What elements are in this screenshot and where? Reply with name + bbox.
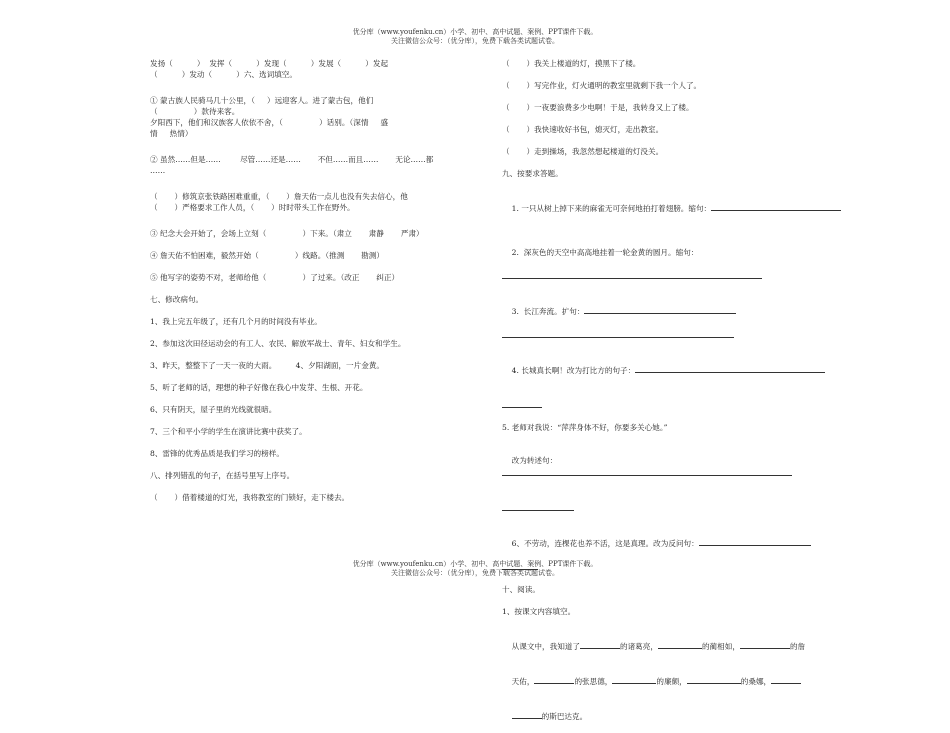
sentence-fix-5: 5、听了老师的话，理想的种子好像在我心中发芽、生根、开花。 bbox=[150, 383, 368, 392]
choice-2-line-2: …… bbox=[150, 166, 166, 175]
task-2 bbox=[502, 236, 847, 269]
watermark-line-1: 优分库（www.youfenku.cn）小学、初中、高中试题、案例、PPT课件下载。 bbox=[352, 28, 598, 36]
task-4-blank-line bbox=[502, 398, 847, 411]
answer-blank[interactable] bbox=[635, 363, 825, 373]
right-column bbox=[502, 58, 847, 733]
answer-blank[interactable] bbox=[771, 674, 801, 684]
choice-1-line-3: 夕阳西下，他们和汉族客人依依不舍，（ ）话别。（深情 盛 bbox=[150, 118, 389, 127]
task-1 bbox=[502, 190, 847, 225]
choice-1-line-1: ① 蒙古族人民骑马几十公里，（ ）远迎客人。进了蒙古包，他们 bbox=[150, 96, 374, 105]
fill-text: 的张思德， bbox=[574, 677, 613, 686]
section-9-heading: 九、按要求答题。 bbox=[502, 169, 563, 178]
answer-blank[interactable] bbox=[502, 398, 542, 408]
answer-blank[interactable] bbox=[740, 639, 790, 649]
answer-blank[interactable] bbox=[502, 269, 762, 279]
fill-text: 从课文中，我知道了 bbox=[511, 642, 580, 651]
footer-watermark bbox=[0, 560, 950, 578]
section-8-heading: 八、排列错乱的句子，在括号里写上序号。 bbox=[150, 471, 295, 480]
fill-text: 的蔺相如， bbox=[701, 642, 740, 651]
left-column bbox=[150, 58, 490, 514]
choice-3: ③ 纪念大会开始了，会场上立刻（ ）下来。（肃立 肃静 严肃） bbox=[150, 229, 424, 238]
choice-2-line-1: ② 虽然……但是…… 尽管……还是…… 不但……而且…… 无论……都 bbox=[150, 155, 434, 164]
answer-blank[interactable] bbox=[612, 674, 656, 684]
sentence-fix-1: 1、我上完五年级了，还有几个月的时间没有毕业。 bbox=[150, 317, 322, 326]
order-item-5: （ ）我快速收好书包，熄灭灯，走出教室。 bbox=[502, 125, 664, 134]
watermark-line-2: 关注微信公众号：（优分库），免费下载各类试题试卷。 bbox=[391, 37, 559, 45]
task-2-text: 2. 深灰色的天空中高高地挂着一轮金黄的圆月。缩句： bbox=[511, 248, 699, 257]
fill-text: 的桑娜， bbox=[740, 677, 772, 686]
order-item-2: （ ）我关上楼道的灯，摸黑下了楼。 bbox=[502, 59, 641, 68]
task-5-blank-line bbox=[502, 501, 847, 514]
section-10-heading: 十、阅读。 bbox=[502, 585, 540, 594]
answer-blank[interactable] bbox=[687, 674, 741, 684]
answer-blank[interactable] bbox=[584, 304, 736, 314]
fill-text: 的诸葛亮， bbox=[620, 642, 658, 651]
answer-blank[interactable] bbox=[699, 536, 811, 546]
sentence-fix-7: 7、三个和平小学的学生在演讲比赛中获奖了。 bbox=[150, 427, 307, 436]
answer-blank[interactable] bbox=[502, 466, 792, 476]
fill-line-3 bbox=[502, 698, 847, 733]
task-2-blank-line bbox=[502, 269, 847, 282]
order-item-3: （ ）写完作业，灯火通明的教室里就剩下我一个人了。 bbox=[502, 81, 702, 90]
task-3 bbox=[502, 293, 847, 328]
fill-text: 的詹 bbox=[789, 642, 806, 651]
answer-blank[interactable] bbox=[512, 709, 542, 719]
task-3-text: 3. 长江奔流。扩句： bbox=[511, 307, 585, 316]
word-pair-line-1: 发扬（ ） 发挥（ ）发现（ ）发展（ ）发起 bbox=[150, 59, 389, 68]
section-7-heading: 七、修改病句。 bbox=[150, 295, 204, 304]
answer-blank[interactable] bbox=[502, 501, 574, 511]
task-5-reported bbox=[502, 444, 847, 490]
word-pair-line-2: （ ）发动（ ）六、选词填空。 bbox=[150, 70, 297, 79]
fill-text: 的斯巴达克。 bbox=[541, 712, 588, 721]
task-4-text: 4. 长城真长啊！改为打比方的句子： bbox=[511, 366, 636, 375]
watermark-line-1: 优分库（www.youfenku.cn）小学、初中、高中试题、案例、PPT课件下载。 bbox=[352, 560, 598, 568]
choice-2-line-3: （ ）修筑京张铁路困难重重，（ ）詹天佑一点儿也没有失去信心，他 bbox=[150, 192, 408, 201]
task-1-text: 1. 一只从树上掉下来的麻雀无可奈何地拍打着翅膀。缩句： bbox=[511, 204, 712, 213]
fill-line-1 bbox=[502, 628, 847, 663]
answer-blank[interactable] bbox=[580, 639, 620, 649]
order-item-6: （ ）走到操场，我忽然想起楼道的灯没关。 bbox=[502, 147, 664, 156]
reading-task-1: 1、按课文内容填空。 bbox=[502, 607, 576, 616]
task-6 bbox=[502, 525, 847, 560]
task-3-blank-line bbox=[502, 328, 847, 341]
sentence-fix-8: 8、雷锋的优秀品质是我们学习的榜样。 bbox=[150, 449, 284, 458]
watermark-line-2: 关注微信公众号：（优分库），免费下载各类试题试卷。 bbox=[391, 569, 559, 577]
order-item-1: （ ）借着楼道的灯光，我将教室的门锁好，走下楼去。 bbox=[150, 493, 350, 502]
task-4 bbox=[502, 352, 847, 387]
sentence-fix-2: 2、参加这次田径运动会的有工人、农民、解放军战士、青年、妇女和学生。 bbox=[150, 339, 406, 348]
choice-5: ⑤ 他写字的姿势不对，老师给他（ ）了过来。（改正 纠正） bbox=[150, 273, 400, 282]
answer-blank[interactable] bbox=[502, 328, 734, 338]
choice-4: ④ 詹天佑不怕困难，毅然开始（ ）线路。（推测 勘测） bbox=[150, 251, 384, 260]
header-watermark bbox=[0, 28, 950, 46]
answer-blank[interactable] bbox=[711, 201, 841, 211]
fill-line-2 bbox=[502, 663, 847, 698]
sentence-fix-3-4: 3、昨天，整整下了一天一夜的大雨。 4、夕阳湖面，一片金黄。 bbox=[150, 361, 385, 370]
task-5: 5. 老师对我说：“萍萍身体不好，你要多关心她。” bbox=[502, 423, 668, 432]
choice-2-line-4: （ ）严格要求工作人员，（ ）时时带头工作在野外。 bbox=[150, 203, 355, 212]
fill-text: 天佑， bbox=[511, 677, 535, 686]
order-item-4: （ ）一夜要浪费多少电啊！于是，我转身又上了楼。 bbox=[502, 103, 694, 112]
choice-1-line-2: （ ）款待来客。 bbox=[150, 107, 240, 116]
task-5-label: 改为转述句： bbox=[511, 456, 558, 465]
answer-blank[interactable] bbox=[658, 639, 702, 649]
fill-text: 的廉颇， bbox=[656, 677, 687, 686]
task-6-text: 6、不劳动，连棵花也养不活，这是真理。改为反问句： bbox=[511, 539, 699, 548]
sentence-fix-6: 6、只有阴天，屋子里的光线就很暗。 bbox=[150, 405, 277, 414]
choice-1-line-4: 情 热情） bbox=[150, 129, 193, 138]
answer-blank[interactable] bbox=[534, 674, 574, 684]
